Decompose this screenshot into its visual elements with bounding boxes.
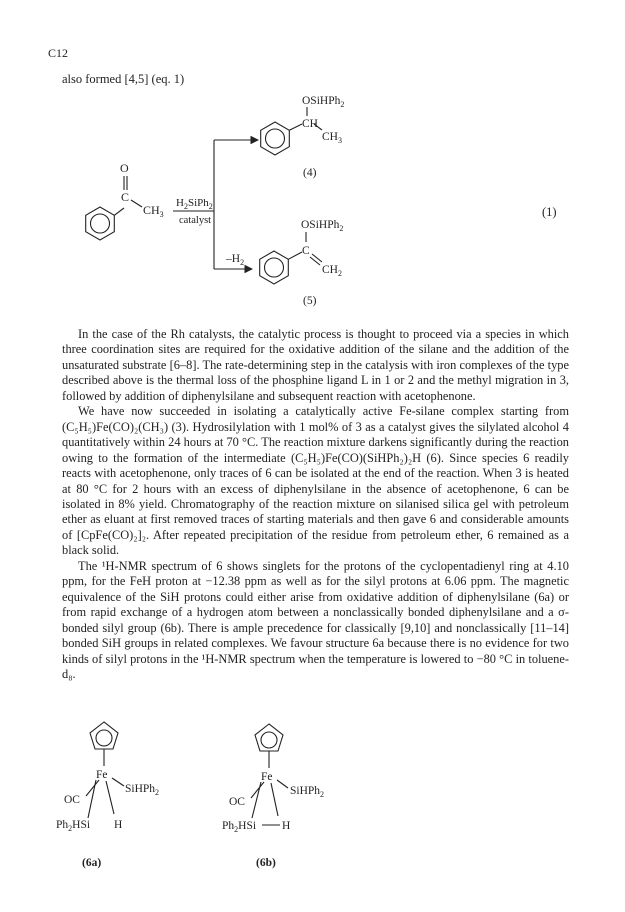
reactant-benzene-circle	[91, 214, 110, 233]
reagent-silane: $H_2SiPh_2$	[176, 197, 213, 211]
intro-text: also formed [4,5] (eq. 1)	[62, 72, 185, 86]
product5-methylene: $CH_2$	[322, 264, 342, 278]
product5-osi: OSiHPh$_2$	[301, 219, 344, 233]
s6a-ph2hsi: $Ph_2HSi$	[56, 819, 91, 833]
product5-benzene-circle	[265, 258, 284, 277]
body-text	[62, 327, 569, 682]
s6b-ph2hsi: $Ph_2HSi$	[222, 820, 257, 834]
s6a-fe: Fe	[96, 769, 108, 781]
s6b-oc: OC	[229, 796, 245, 808]
s6b-cp-circle	[261, 732, 277, 748]
paragraph-fe-silane-complex: We have now succeeded in isolating a catalytically active Fe-silane complex starting from (C₅H₅)Fe(CO)₂(CH₃) (3). Hydrosilylation with 1 mol% of 3 as a catalyst gives the silylated alcohol 4 quantitatively within 24 hours at 70 °C. The reaction mixture darkens significantly during the reaction owing to the formation of the intermediate (C₅H₅)Fe(CO)(SiHPh₂)₂H (6). Since species 6 readily reacts with acetophenone, only traces of 6 can be isolated at the end of the reaction. When 3 is heated at 80 °C for 2 hours with an excess of diphenylsilane in the absence of acetophenone, 6 can be isolated in 8% yield. Chromatography of the reaction mixture on silanised silica gel with petroleum ether as eluant at first removed traces of starting materials and then gave 6 and considerable amounts of [CpFe(CO)₂]₂. After repeated precipitation of the residue from petroleum ether, 6 remained as a black solid.	[62, 404, 569, 558]
s6b-h: H	[282, 820, 291, 832]
page-label: C12	[48, 46, 69, 60]
product4-label: (4)	[303, 167, 317, 179]
s6a-sihph2: SiHPh$_2$	[125, 783, 160, 797]
s6a-cp-circle	[96, 730, 112, 746]
product4-methyl: $CH_3$	[322, 131, 342, 145]
product5-minus-h2: $-H_2$	[226, 253, 245, 267]
equation-number: (1)	[542, 205, 557, 219]
s6b-label: (6b)	[256, 857, 276, 869]
product4-osi: OSiHPh$_2$	[302, 95, 345, 109]
s6a-oc: OC	[64, 794, 80, 806]
reagent-catalyst: catalyst	[179, 215, 212, 226]
s6a-label: (6a)	[82, 857, 102, 869]
reactant-carbonyl-c: C	[121, 190, 130, 204]
reactant-carbonyl-o: O	[120, 161, 129, 175]
product5-label: (5)	[303, 295, 317, 307]
product4-ch: CH	[302, 118, 318, 130]
s6b-sihph2: SiHPh$_2$	[290, 785, 325, 799]
s6a-h: H	[114, 819, 123, 831]
product4-benzene-circle	[266, 129, 285, 148]
reactant-methyl: $CH_3$	[143, 203, 164, 219]
s6b-fe: Fe	[261, 771, 273, 783]
paragraph-nmr-spectrum: The ¹H-NMR spectrum of 6 shows singlets for the protons of the cyclopentadienyl ring at 4.10 ppm, for the FeH proton at −12.38 ppm as well as for the silyl protons at 6.06 ppm. The magnetic equivalence of the SiH protons could either arise from oxidative addition of diphenylsilane (6a) or from rapid exchange of a hydrogen atom between a nonclassically bonded diphenylsilane and a σ-bonded silyl group (6b). There is ample precedence for classically [9,10] and nonclassically [11–14] bonded SiH groups in related complexes. We favour structure 6a because there is no evidence for two kinds of silyl protons in the ¹H-NMR spectrum when the temperature is lowered to −80 °C in toluene-d₈.	[62, 558, 569, 681]
s6b-cp-ring	[255, 724, 283, 751]
s6a-cp-ring	[90, 722, 118, 749]
product5-c: C	[302, 245, 310, 257]
paragraph-rh-catalysts: In the case of the Rh catalysts, the catalytic process is thought to proceed via a species in which three coordination sites are required for the oxidative addition of the silane and the addition of the unsaturated substrate [6–8]. The rate-determining step in the catalysis with iron complexes of the type described above is the thermal loss of the phosphine ligand L in 1 or 2 and the methyl migration in 3, followed by addition of diphenylsilane and subsequent reaction with acetophenone.	[62, 327, 569, 403]
